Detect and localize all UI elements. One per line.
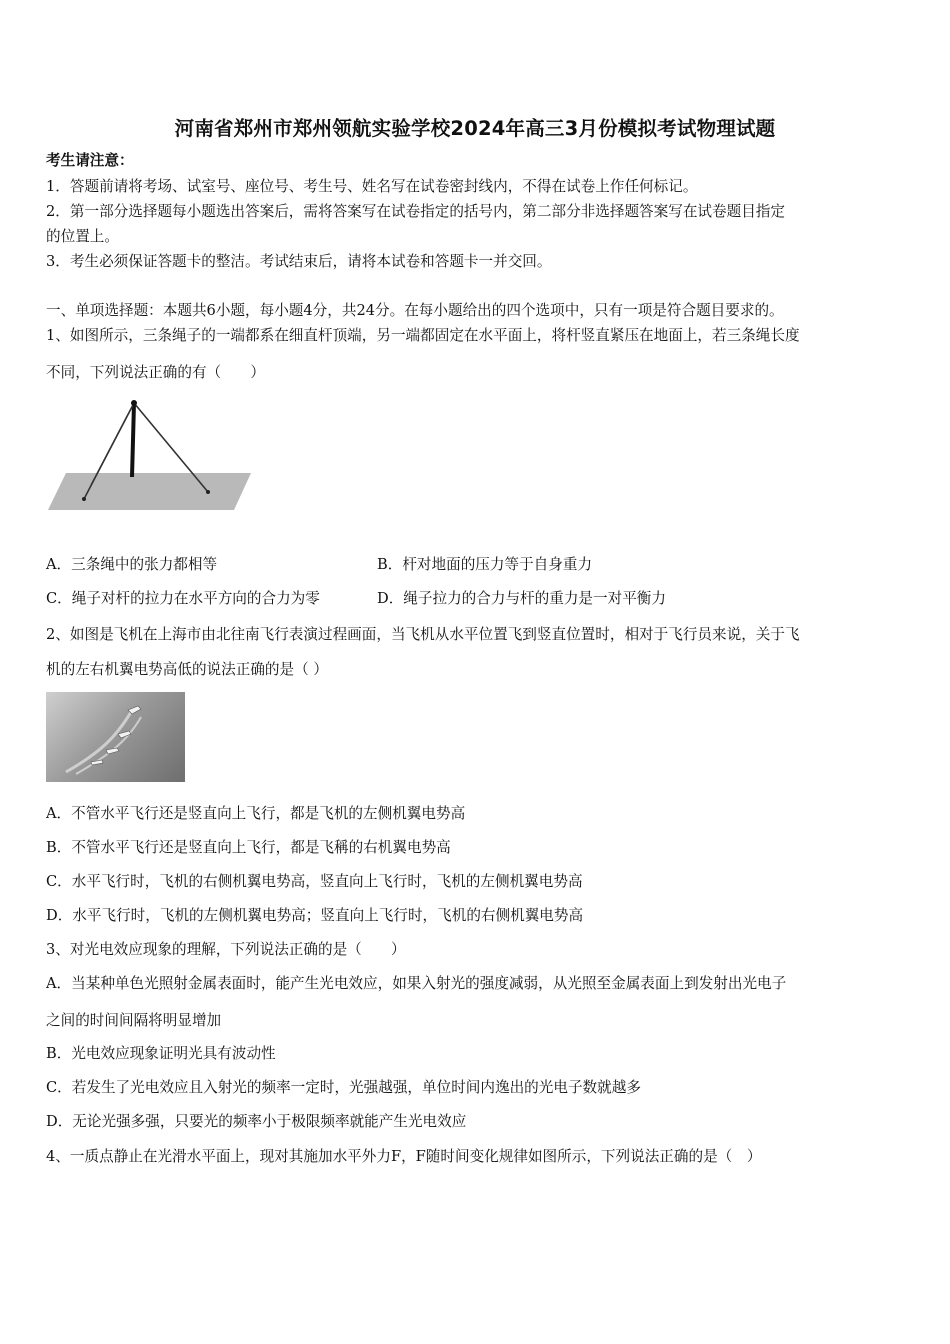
q3-stem: 3、对光电效应现象的理解，下列说法正确的是（ ） [46,941,406,958]
q2-option-c: C．水平飞行时，飞机的右侧机翼电势高，竖直向上飞行时，飞机的左侧机翼电势高 [46,873,583,890]
q2-stem: 2、如图是飞机在上海市由北往南飞行表演过程画面，当飞机从水平位置飞到竖直位置时，相对于飞行员来说，关于飞 [46,626,800,643]
q3-option-b: B．光电效应现象证明光具有波动性 [46,1045,276,1062]
q1-stem: 1、如图所示，三条绳子的一端都系在细直杆顶端，另一端都固定在水平面上，将杆竖直紧压在地面上，若三条绳长度 [46,327,800,344]
q2-airplane-photo [46,692,185,782]
q4-stem: 4、一质点静止在光滑水平面上，现对其施加水平外力F，F随时间变化规律如图所示，下列说法正确的是（ ） [46,1148,762,1165]
notice-item: 2．第一部分选择题每小题选出答案后，需将答案写在试卷指定的括号内，第二部分非选择题答案写在试卷题目指定 [46,203,785,220]
q1-rod-ropes-figure [46,395,256,515]
page-title: 河南省郑州市郑州领航实验学校2024年高三3月份模拟考试物理试题 [174,117,776,140]
q3-option-c: C．若发生了光电效应且入射光的频率一定时，光强越强，单位时间内逸出的光电子数就越多 [46,1079,641,1096]
section-heading: 一、单项选择题：本题共6小题，每小题4分，共24分。在每小题给出的四个选项中，只有一项是符合题目要求的。 [46,302,784,319]
notice-heading: 考生请注意： [46,152,134,169]
q3-option-a: A．当某种单色光照射金属表面时，能产生光电效应，如果入射光的强度减弱，从光照至金属表面上到发射出光电子 [46,975,787,992]
q2-stem: 机的左右机翼电势高低的说法正确的是（ ） [46,661,328,678]
notice-item: 3．考生必须保证答题卡的整洁。考试结束后，请将本试卷和答题卡一并交回。 [46,253,552,270]
q2-option-a: A．不管水平飞行还是竖直向上飞行，都是飞机的左侧机翼电势高 [46,805,466,822]
q2-option-b: B．不管水平飞行还是竖直向上飞行，都是飞稱的右机翼电势高 [46,839,451,856]
notice-item: 的位置上。 [46,228,119,245]
q2-option-d: D．水平飞行时，飞机的左侧机翼电势高；竖直向上飞行时，飞机的右侧机翼电势高 [46,907,584,924]
q1-stem: 不同，下列说法正确的有（ ） [46,364,265,381]
q3-option-d: D．无论光强多强，只要光的频率小于极限频率就能产生光电效应 [46,1113,467,1130]
q1-option-b: B．杆对地面的压力等于自身重力 [377,556,593,573]
q1-option-d: D．绳子拉力的合力与杆的重力是一对平衡力 [377,590,666,607]
notice-item: 1．答题前请将考场、试室号、座位号、考生号、姓名写在试卷密封线内，不得在试卷上作任何标记。 [46,178,698,195]
q3-option-a: 之间的时间间隔将明显增加 [46,1012,222,1029]
q1-option-a: A．三条绳中的张力都相等 [46,556,218,573]
q1-option-c: C．绳子对杆的拉力在水平方向的合力为零 [46,590,320,607]
